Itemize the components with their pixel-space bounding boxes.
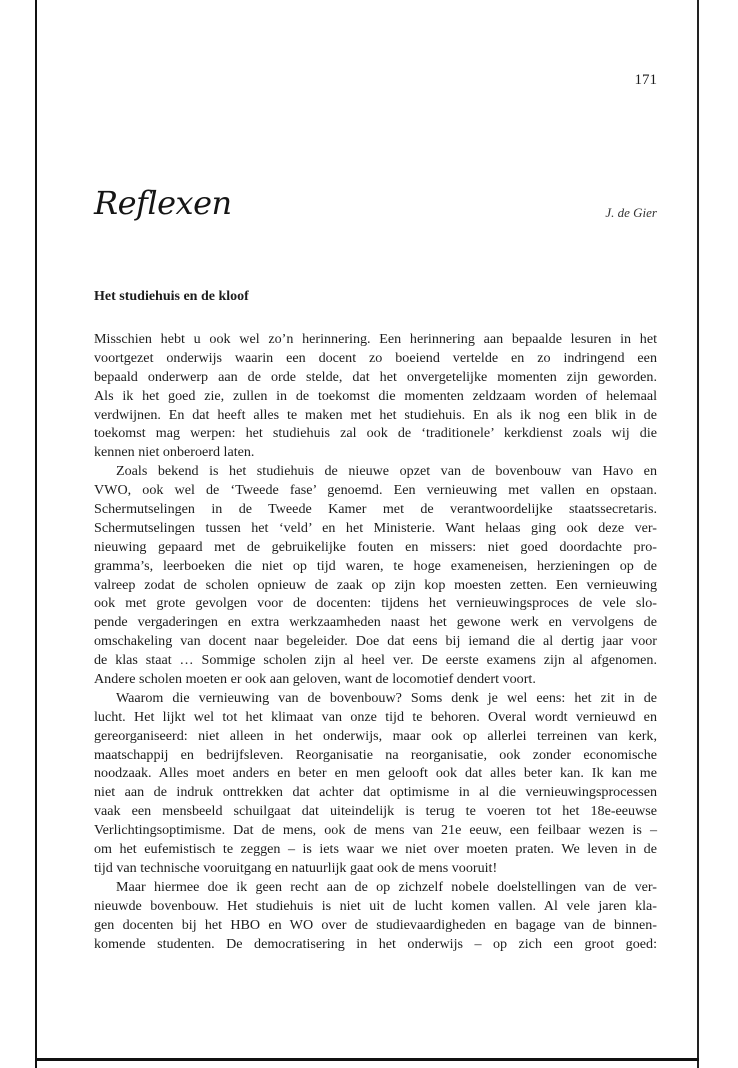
author-name: J. de Gier (605, 205, 657, 220)
text-line: noodzaak. Alles moet anders en beter en men gelooft ook dat alles beter kan. Ik kan me (94, 765, 657, 782)
scan-border-left (35, 0, 37, 1068)
text-line: om het eufemistisch te zeggen – is iets waar we niet over moeten praten. We leven in de (94, 841, 657, 858)
text-line: vaak een mensbeeld schuilgaat dat uiteindelijk is terug te voeren tot het 18e-eeuwse (94, 803, 657, 820)
text-line: Verlichtingsoptimisme. Dat de mens, ook de mens van 21e eeuw, een feilbaar wezen is – (94, 822, 657, 839)
text-line: Als ik het goed zie, zullen in de toekomst die momenten zeldzaam worden of helemaal (94, 387, 657, 404)
text-line: niet aan de indruk onttrekken dat achter dat optimisme in al die vernieuwingsprocessen (94, 784, 657, 801)
text-line: ook met grote gevolgen voor de docenten: tijdens het vernieuwingsproces de vele slo- (94, 595, 657, 612)
body-text (94, 330, 657, 953)
text-line: nieuwde bovenbouw. Het studiehuis is niet uit de lucht komen vallen. Al vele jaren kla- (94, 897, 657, 914)
text-line: nieuwing gepaard met de gebruikelijke fouten en missers: niet goed doordachte pro- (94, 538, 657, 555)
text-line: Maar hiermee doe ik geen recht aan de op zichzelf nobele doelstellingen van de ver- (116, 878, 657, 895)
text-line: Schermutselingen tussen het ‘veld’ en het Ministerie. Want helaas ging ook deze ver- (94, 519, 657, 536)
text-line: kennen niet onberoerd laten. (94, 444, 255, 461)
text-line: Schermutselingen in de Tweede Kamer met de verantwoordelijke staatssecretaris. (94, 501, 657, 518)
text-line: komende studenten. De democratisering in het onderwijs – op zich een groot goed: (94, 935, 657, 952)
text-line: pende vergaderingen en extra werkzaamheden naast het gewone werk en vervolgens de (94, 614, 657, 631)
scan-border-right (697, 0, 699, 1068)
section-heading: Het studiehuis en de kloof (94, 289, 249, 304)
text-line: valreep zodat de scholen opnieuw de zaak op zijn kop moesten zetten. Een vernieuwing (94, 576, 657, 593)
text-line: Waarom die vernieuwing van de bovenbouw? Soms denk je wel eens: het zit in de (116, 689, 657, 706)
text-line: VWO, ook wel de ‘Tweede fase’ genoemd. Een vernieuwing met vallen en opstaan. (94, 482, 657, 499)
text-line: de klas staat … Sommige scholen zijn al heel ver. De eerste examens zijn al afgenomen. (94, 652, 657, 669)
article-title: Reflexen (94, 184, 232, 222)
text-line: maatschappij en bedrijfsleven. Reorganisatie na reorganisatie, ook zonder economische (94, 746, 657, 763)
text-line: Misschien hebt u ook wel zo’n herinnering. Een herinnering aan bepaalde lesuren in het (94, 331, 657, 347)
text-line: bepaald onderwerp aan de orde stelde, dat het onvergetelijke momenten zijn geworden. (94, 368, 657, 385)
scan-border-bottom (35, 1058, 699, 1061)
text-line: lucht. Het lijkt wel tot het klimaat van onze tijd te behoren. Overal wordt vernieuwd en (94, 708, 657, 725)
text-line: gramma’s, leerboeken die niet op tijd waren, te hoge exameneisen, herzieningen op de (94, 557, 657, 574)
text-line: Zoals bekend is het studiehuis de nieuwe opzet van de bovenbouw van Havo en (116, 463, 657, 480)
text-line: Andere scholen moeten er ook aan geloven, want de locomotief dendert voort. (94, 671, 536, 688)
text-line: gen docenten bij het HBO en WO over de studievaardigheden en bagage van de binnen- (94, 916, 657, 933)
page-number: 171 (634, 72, 657, 88)
text-line: toekomst mag werpen: het studiehuis zal ook de ‘traditionele’ kerkdienst zoals wij die (94, 425, 657, 442)
text-line: gereorganiseerd: niet alleen in het onderwijs, maar ook op allerlei terreinen van kerk, (94, 727, 657, 744)
text-line: tijd van technische vooruitgang en natuurlijk gaat ook de mens vooruit! (94, 859, 498, 876)
text-line: voortgezet onderwijs waarin een docent zo boeiend vertelde en zo indringend een (94, 349, 657, 366)
text-line: omschakeling van docent naar begeleider. Doe dat eens bij iemand die al dertig jaar voor (94, 633, 657, 650)
text-line: verdwijnen. En dat heeft alles te maken met het studiehuis. En als ik nog een blik in de (94, 406, 657, 423)
